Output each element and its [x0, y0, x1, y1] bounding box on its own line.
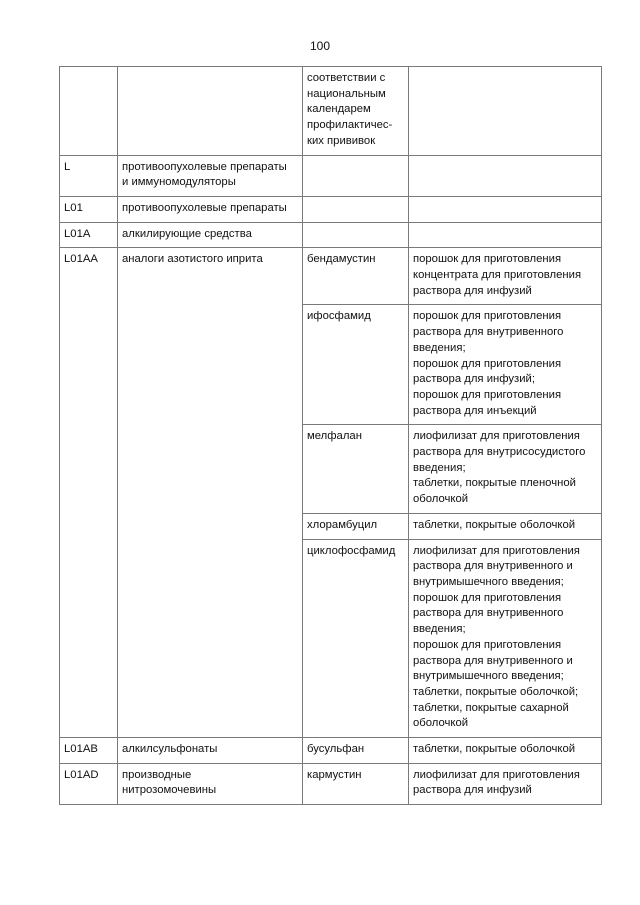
dosage-form-cell: [409, 155, 602, 196]
dosage-form-cell: лиофилизат для приготовления раствора для инфузий: [409, 763, 602, 804]
atc-code-cell: L01AD: [60, 763, 118, 804]
dosage-form-cell: [409, 67, 602, 156]
drug-name-cell: [303, 155, 409, 196]
atc-code-cell: L01AA: [60, 248, 118, 738]
drug-name-cell: циклофосфамид: [303, 539, 409, 737]
atc-code-cell: L01AB: [60, 738, 118, 764]
dosage-form-cell: [409, 222, 602, 248]
page-number: 100: [309, 39, 331, 53]
drug-name-cell: бусульфан: [303, 738, 409, 764]
drug-name-cell: хлорамбуцил: [303, 513, 409, 539]
table-row-L01A: [60, 222, 602, 248]
group-name-cell: алкилсульфонаты: [118, 738, 303, 764]
drug-name-cell: бендамустин: [303, 248, 409, 305]
atc-code-cell: L: [60, 155, 118, 196]
group-name-cell: [118, 67, 303, 156]
atc-code-cell: L01A: [60, 222, 118, 248]
dosage-form-cell: лиофилизат для приготовления раствора для внутривенного и внутримышечного введения; порошок для приготовления раствора для внутривенного введения; порошок для приготовления раствора для внутривенного и внутримышечного введения; таблетки, покрытые оболочкой; таблетки, покрытые сахарной оболочкой: [409, 539, 602, 737]
table-row-L01: [60, 196, 602, 222]
drug-name-cell: соответствии с национальным календарем профилактичес- ких прививок: [303, 67, 409, 156]
group-name-cell: аналоги азотистого иприта: [118, 248, 303, 738]
group-name-cell: производные нитрозомочевины: [118, 763, 303, 804]
drug-name-cell: [303, 196, 409, 222]
drug-name-cell: кармустин: [303, 763, 409, 804]
drug-name-cell: [303, 222, 409, 248]
drug-name-cell: ифосфамид: [303, 305, 409, 425]
dosage-form-cell: [409, 196, 602, 222]
group-name-cell: противоопухолевые препараты: [118, 196, 303, 222]
table-row-L01AA: [60, 248, 602, 305]
atc-code-cell: [60, 67, 118, 156]
table-row-L01AB: [60, 738, 602, 764]
drug-name-cell: мелфалан: [303, 425, 409, 514]
table-row-continuation: [60, 67, 602, 156]
table-row-L: [60, 155, 602, 196]
atc-code-cell: L01: [60, 196, 118, 222]
table-row-L01AD: [60, 763, 602, 804]
dosage-form-cell: лиофилизат для приготовления раствора для внутрисосудистого введения; таблетки, покрытые пленочной оболочкой: [409, 425, 602, 514]
drug-table: [59, 66, 602, 805]
dosage-form-cell: порошок для приготовления раствора для внутривенного введения; порошок для приготовления раствора для инфузий; порошок для приготовления раствора для инъекций: [409, 305, 602, 425]
dosage-form-cell: таблетки, покрытые оболочкой: [409, 513, 602, 539]
dosage-form-cell: таблетки, покрытые оболочкой: [409, 738, 602, 764]
group-name-cell: противоопухолевые препараты и иммуномодуляторы: [118, 155, 303, 196]
group-name-cell: алкилирующие средства: [118, 222, 303, 248]
dosage-form-cell: порошок для приготовления концентрата для приготовления раствора для инфузий: [409, 248, 602, 305]
